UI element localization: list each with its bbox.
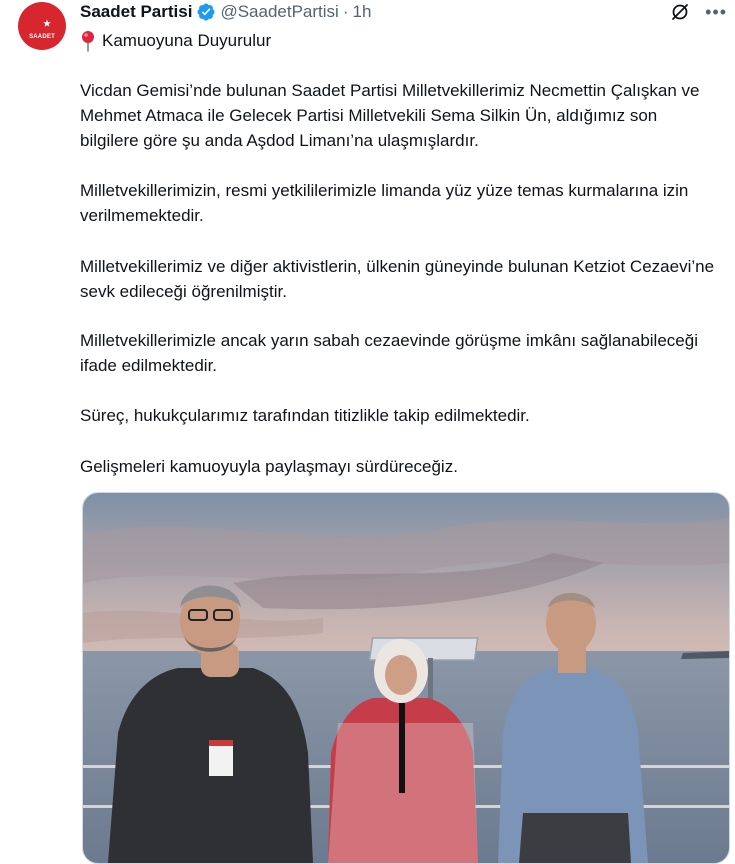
paragraph-2: Milletvekillerimizin, resmi yetkililerimizle limanda yüz yüze temas kurmalarına izin verilmemektedir. — [80, 181, 689, 225]
post-photo[interactable] — [82, 492, 730, 864]
separator-dot: · — [342, 2, 349, 21]
author-handle[interactable]: @SaadetPartisi — [220, 2, 339, 21]
subtitle-text: Kamuoyuna Duyurulur — [102, 31, 272, 50]
avatar[interactable] — [18, 2, 66, 50]
author-name[interactable]: Saadet Partisi — [80, 2, 193, 21]
round-pushpin-icon — [80, 30, 96, 52]
paragraph-6: Gelişmeleri kamuoyuyla paylaşmayı sürdüreceğiz. — [80, 457, 458, 476]
paragraph-4: Milletvekillerimizle ancak yarın sabah cezaevinde görüşme imkânı sağlanabileceği ifade edilmektedir. — [80, 331, 698, 375]
crescent-star-icon — [31, 13, 53, 33]
more-options-icon[interactable]: ••• — [705, 2, 727, 22]
tweet-actions — [669, 0, 727, 24]
post-time[interactable]: 1h — [352, 2, 372, 21]
paragraph-5: Süreç, hukukçularımız tarafından titizlikle takip edilmektedir. — [80, 406, 530, 425]
avatar-text: SAADET — [29, 33, 55, 40]
paragraph-1: Vicdan Gemisi’nde bulunan Saadet Partisi Milletvekillerimiz Necmettin Çalışkan ve Mehmet Atmaca ile Gelecek Partisi Milletvekili Sema Silkin Ün, aldığımız son bilgilere göre şu anda Aşdod Limanı’na ulaşmışlardır. — [80, 81, 700, 150]
tweet-text — [80, 26, 720, 476]
post-subtitle — [80, 28, 720, 53]
photo-image — [83, 493, 729, 863]
paragraph-3: Milletvekillerimiz ve diğer aktivistlerin, ülkenin güneyinde bulunan Ketziot Cezaevi’ne sevk edileceği öğrenilmiştir. — [80, 257, 715, 301]
party-logo — [18, 2, 66, 50]
tweet-header — [80, 0, 371, 24]
verified-badge-icon[interactable] — [196, 2, 216, 22]
grok-icon[interactable] — [669, 1, 691, 23]
